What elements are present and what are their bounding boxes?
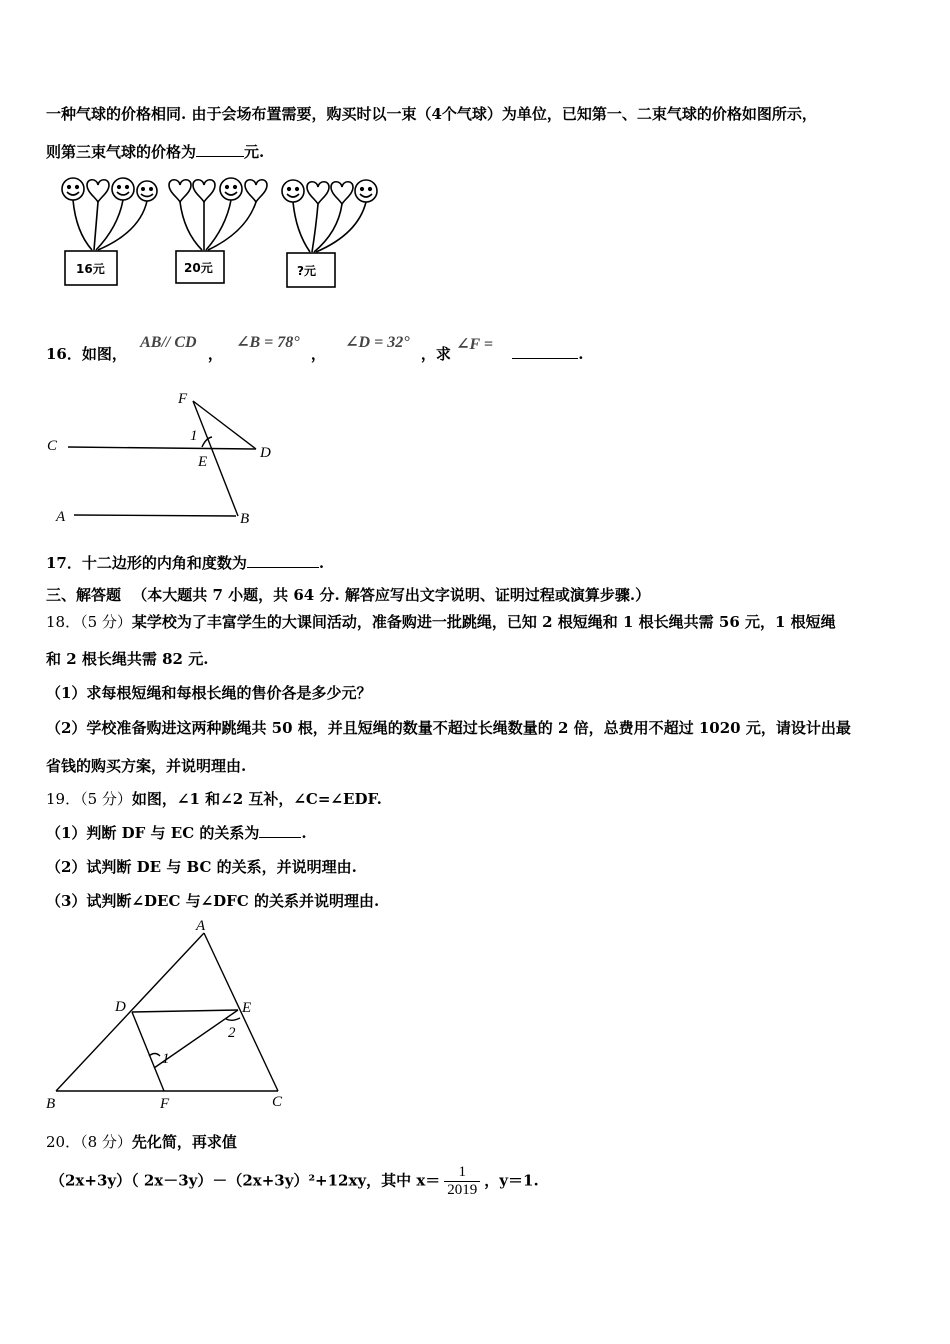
q18-part1: （1）求每根短绳和每根长绳的售价各是多少元？ [46, 684, 372, 702]
label-c: C [272, 1094, 283, 1110]
q16-condition-parallel: AB// CD [140, 334, 197, 351]
q19-part1-text: （1）判断 DF 与 EC 的关系为 [46, 824, 260, 842]
q15-line2 [46, 141, 264, 162]
label-d: D [115, 999, 126, 1015]
smiley-balloon-icon [282, 180, 304, 202]
q19-stem: 如图，∠1 和∠2 互补，∠C=∠EDF. [131, 790, 382, 808]
answer-blank[interactable] [196, 142, 244, 157]
q17-text: 17．十二边形的内角和度数为 [46, 554, 247, 572]
q16-line [46, 334, 584, 364]
q19-part2: （2）试判断 DE 与 BC 的关系，并说明理由. [46, 858, 357, 876]
heart-balloon-icon [331, 182, 353, 204]
answer-blank[interactable] [512, 344, 578, 359]
heart-balloon-icon [169, 180, 191, 202]
heart-balloon-icon [87, 180, 109, 202]
q20-stem: 先化简，再求值 [131, 1133, 237, 1151]
q19-part1-end: . [301, 824, 307, 842]
q17-line [46, 552, 324, 573]
side-ac [204, 933, 278, 1091]
angle-2-arc [226, 1018, 240, 1020]
q20-stem-line [46, 1131, 237, 1152]
fraction-x-value [444, 1164, 480, 1199]
q18-text: 某学校为了丰富学生的大课间活动，准备购进一批跳绳，已知 2 根短绳和 1 根长绳共需 56 元，1 根短绳 [131, 613, 836, 631]
q20-number: 20．（8 分） [46, 1133, 132, 1151]
line-ab [74, 515, 236, 516]
side-ab [56, 933, 204, 1091]
answer-blank[interactable] [259, 823, 301, 838]
fraction-denominator: 2019 [447, 1182, 478, 1198]
label-e: E [198, 454, 208, 470]
smiley-balloon-icon [62, 178, 84, 200]
q19-number: 19．（5 分） [46, 790, 132, 808]
line-cd [68, 447, 256, 449]
section3-header [46, 584, 650, 605]
label-angle-2: 2 [228, 1025, 236, 1041]
segment-de [132, 1010, 238, 1012]
q16-condition-angle-d: ∠D = 32° [345, 334, 410, 351]
label-a: A [196, 918, 206, 934]
smiley-balloon-icon [112, 178, 134, 200]
section3-note: （本大题共 7 小题，共 64 分. 解答应写出文字说明、证明过程或演算步骤.） [132, 586, 651, 604]
section3-title: 三、解答题 [46, 586, 122, 604]
q18-line1 [46, 611, 836, 632]
smiley-balloon-icon [220, 178, 242, 200]
q15-line2-prefix: 则第三束气球的价格为 [46, 143, 197, 161]
price-label-3: ?元 [297, 264, 316, 278]
q16-prefix: 16．如图， [46, 345, 127, 363]
segment-df [132, 1012, 164, 1091]
smiley-balloon-icon [355, 180, 377, 202]
q16-sep: ，求 [420, 345, 451, 363]
label-angle-1: 1 [190, 428, 198, 444]
label-angle-1: 1 [162, 1051, 170, 1067]
smiley-balloon-icon [137, 181, 157, 201]
label-f: F [160, 1096, 170, 1112]
q18-line2: 和 2 根长绳共需 82 元. [46, 650, 209, 668]
q15-line2-suffix: 元. [244, 143, 265, 161]
label-e: E [242, 1000, 252, 1016]
q18-part2-line1: （2）学校准备购进这两种跳绳共 50 根，并且短绳的数量不超过长绳数量的 2 倍，总费用不超过 1020 元，请设计出最 [46, 719, 851, 737]
q19-stem-line [46, 788, 382, 809]
q16-sep: ， [310, 345, 326, 363]
parallel-lines-figure [44, 388, 284, 528]
angle-1-arc [149, 1054, 160, 1057]
label-f: F [178, 391, 188, 407]
q20-expression [50, 1164, 539, 1199]
balloon-figure [56, 172, 386, 297]
label-b: B [46, 1096, 56, 1112]
q18-number: 18．（5 分） [46, 613, 132, 631]
q18-part2-line2: 省钱的购买方案，并说明理由. [46, 757, 247, 775]
q15-line1: 一种气球的价格相同. 由于会场布置需要，购买时以一束（4个气球）为单位，已知第一、二束气球的价格如图所示， [46, 105, 817, 123]
fraction-numerator: 1 [444, 1164, 480, 1182]
q17-end: . [318, 554, 325, 572]
price-label-2: 20元 [184, 261, 213, 275]
triangle-figure [44, 916, 294, 1116]
label-b: B [240, 511, 250, 527]
q20-expr-prefix: （2x+3y）（ 2x－3y）－（2x+3y）²+12xy，其中 x＝ [50, 1171, 441, 1190]
label-c: C [47, 438, 58, 454]
q16-condition-angle-b: ∠B = 78° [236, 334, 300, 351]
q16-ask-angle-f: ∠F = [456, 336, 494, 353]
q20-expr-suffix: ，y＝1. [484, 1171, 539, 1190]
q19-part1 [46, 822, 307, 843]
q16-sep: ， [207, 345, 223, 363]
q19-part3: （3）试判断∠DEC 与∠DFC 的关系并说明理由. [46, 892, 380, 910]
label-a: A [56, 509, 66, 525]
heart-balloon-icon [193, 180, 215, 202]
price-label-1: 16元 [76, 262, 105, 276]
heart-balloon-icon [245, 180, 267, 202]
q16-end: . [578, 345, 584, 363]
label-d: D [260, 445, 271, 461]
answer-blank[interactable] [247, 553, 319, 568]
heart-balloon-icon [307, 182, 329, 204]
